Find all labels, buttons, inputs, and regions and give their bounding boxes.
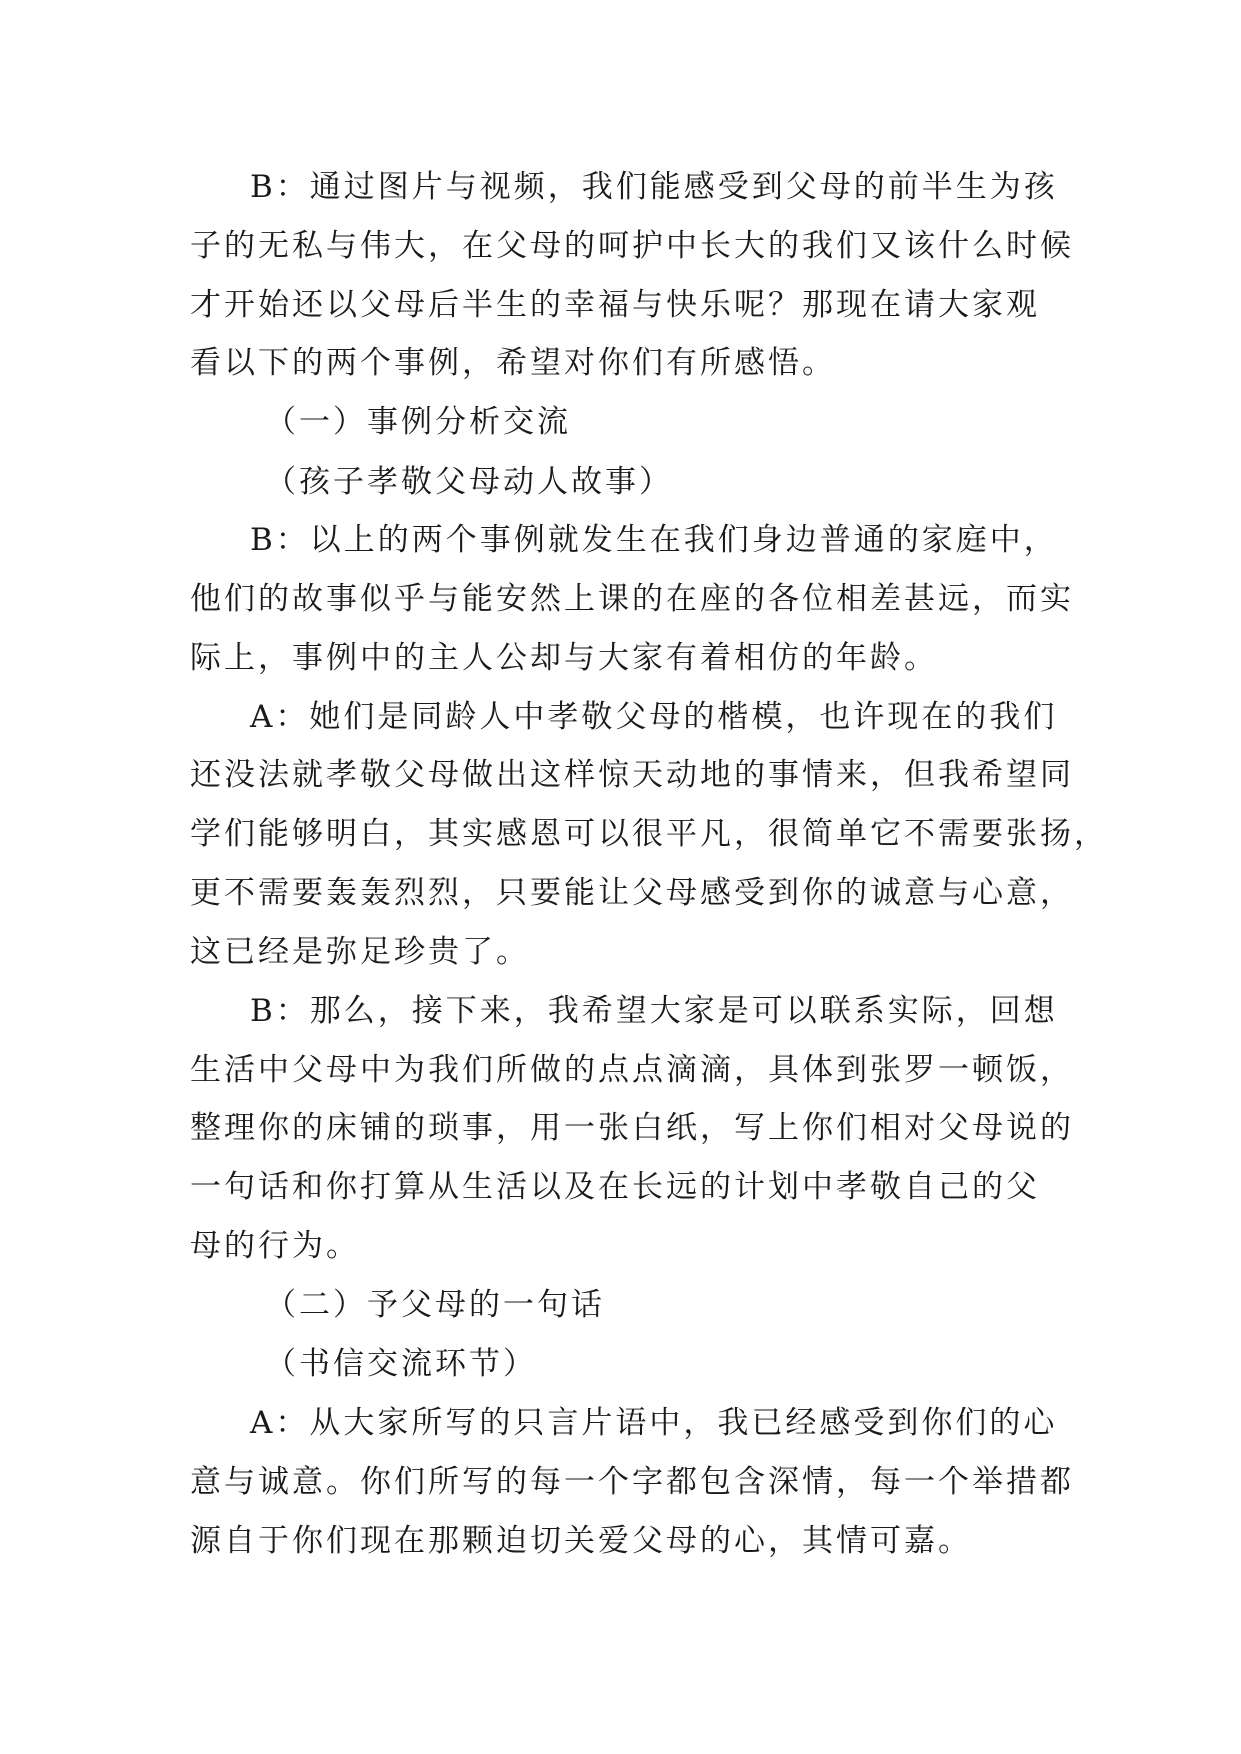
text-line: 看以下的两个事例，希望对你们有所感悟。 bbox=[190, 345, 836, 381]
text-line: 更不需要轰轰烈烈，只要能让父母感受到你的诚意与心意， bbox=[190, 875, 1074, 911]
text-line: 子的无私与伟大，在父母的呵护中长大的我们又该什么时候 bbox=[190, 228, 1074, 264]
section-heading: （一）事例分析交流 bbox=[265, 404, 571, 440]
text-line: 他们的故事似乎与能安然上课的在座的各位相差甚远，而实 bbox=[190, 581, 1074, 617]
text-line: 学们能够明白，其实感恩可以很平凡，很简单它不需要张扬， bbox=[190, 816, 1108, 852]
section-note: （孩子孝敬父母动人故事） bbox=[265, 464, 673, 500]
text-line: 这已经是弥足珍贵了。 bbox=[190, 934, 530, 970]
text-line: A：她们是同龄人中孝敬父母的楷模，也许现在的我们 bbox=[250, 699, 1058, 735]
text-line: 意与诚意。你们所写的每一个字都包含深情，每一个举措都 bbox=[190, 1464, 1074, 1500]
section-note: （书信交流环节） bbox=[265, 1346, 537, 1382]
text-line: B：以上的两个事例就发生在我们身边普通的家庭中， bbox=[250, 522, 1058, 558]
text-line: 才开始还以父母后半生的幸福与快乐呢？那现在请大家观 bbox=[190, 287, 1040, 323]
text-line: 还没法就孝敬父母做出这样惊天动地的事情来，但我希望同 bbox=[190, 757, 1074, 793]
text-line: A：从大家所写的只言片语中，我已经感受到你们的心 bbox=[250, 1405, 1058, 1441]
text-line: 母的行为。 bbox=[190, 1228, 360, 1264]
text-line: B：通过图片与视频，我们能感受到父母的前半生为孩 bbox=[250, 169, 1058, 205]
text-line: 一句话和你打算从生活以及在长远的计划中孝敬自己的父 bbox=[190, 1169, 1040, 1205]
text-line: 源自于你们现在那颗迫切关爱父母的心，其情可嘉。 bbox=[190, 1523, 972, 1559]
text-line: 际上，事例中的主人公却与大家有着相仿的年龄。 bbox=[190, 640, 938, 676]
text-line: 生活中父母中为我们所做的点点滴滴，具体到张罗一顿饭， bbox=[190, 1052, 1074, 1088]
text-line: B：那么，接下来，我希望大家是可以联系实际，回想 bbox=[250, 993, 1058, 1029]
text-line: 整理你的床铺的琐事，用一张白纸，写上你们相对父母说的 bbox=[190, 1110, 1074, 1146]
section-heading: （二）予父母的一句话 bbox=[265, 1287, 605, 1323]
